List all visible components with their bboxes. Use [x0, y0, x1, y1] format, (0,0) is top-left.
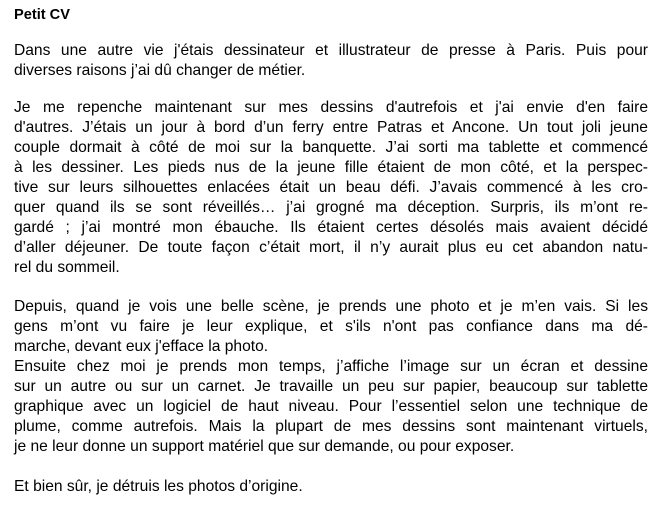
text-line: couple dormait à côté de moi sur la banquette. J’ai sorti ma tablette et commencé: [14, 139, 648, 156]
text-line: Je me repenche maintenant sur mes dessins d'autrefois et j'ai envie d'en faire: [14, 99, 648, 116]
document-title: Petit CV: [14, 7, 70, 23]
text-line: plume, comme autrefois. Mais la plupart de mes dessins sont maintenant virtuels,: [14, 418, 648, 435]
text-line: tive sur leurs silhouettes enlacées était un beau défi. J’avais commencé à les cro-: [14, 179, 648, 196]
text-line: Ensuite chez moi je prends mon temps, j’affiche l’image sur un écran et dessine: [14, 358, 648, 375]
text-line: rel du sommeil.: [14, 259, 120, 276]
text-line: Dans une autre vie j'étais dessinateur et illustrateur de presse à Paris. Puis pour: [14, 42, 648, 59]
text-line: marche, devant eux j'efface la photo.: [14, 338, 269, 355]
text-line: gardé ; j’ai montré mon ébauche. Ils étaient certes désolés mais avaient décidé: [14, 219, 648, 236]
text-line: sur un autre ou sur un carnet. Je travaille un peu sur papier, beaucoup sur tablette: [14, 378, 648, 395]
text-line: Depuis, quand je vois une belle scène, je prends une photo et je m’en vais. Si les: [14, 298, 648, 315]
text-line: je ne leur donne un support matériel que sur demande, ou pour exposer.: [14, 438, 515, 455]
text-line: gens m’ont vu faire je leur explique, et s'ils n'ont pas confiance dans ma dé-: [14, 318, 648, 335]
text-line: graphique avec un logiciel de haut niveau. Pour l’essentiel selon une technique de: [14, 398, 648, 415]
text-line: diverses raisons j’ai dû changer de métier.: [14, 62, 306, 79]
text-line: Et bien sûr, je détruis les photos d’origine.: [14, 478, 303, 495]
text-line: d'autres. J’étais un jour à bord d’un ferry entre Patras et Ancone. Un tout joli jeune: [14, 119, 648, 136]
text-line: quer quand ils se sont réveillés… j’ai grogné ma déception. Surpris, ils m’ont re-: [14, 199, 648, 216]
text-line: à les dessiner. Les pieds nus de la jeune fille étaient de mon côté, et la perspec-: [14, 159, 648, 176]
text-line: d’aller déjeuner. De toute façon c’était mort, il n’y aurait plus eu cet abandon natu-: [14, 239, 648, 256]
